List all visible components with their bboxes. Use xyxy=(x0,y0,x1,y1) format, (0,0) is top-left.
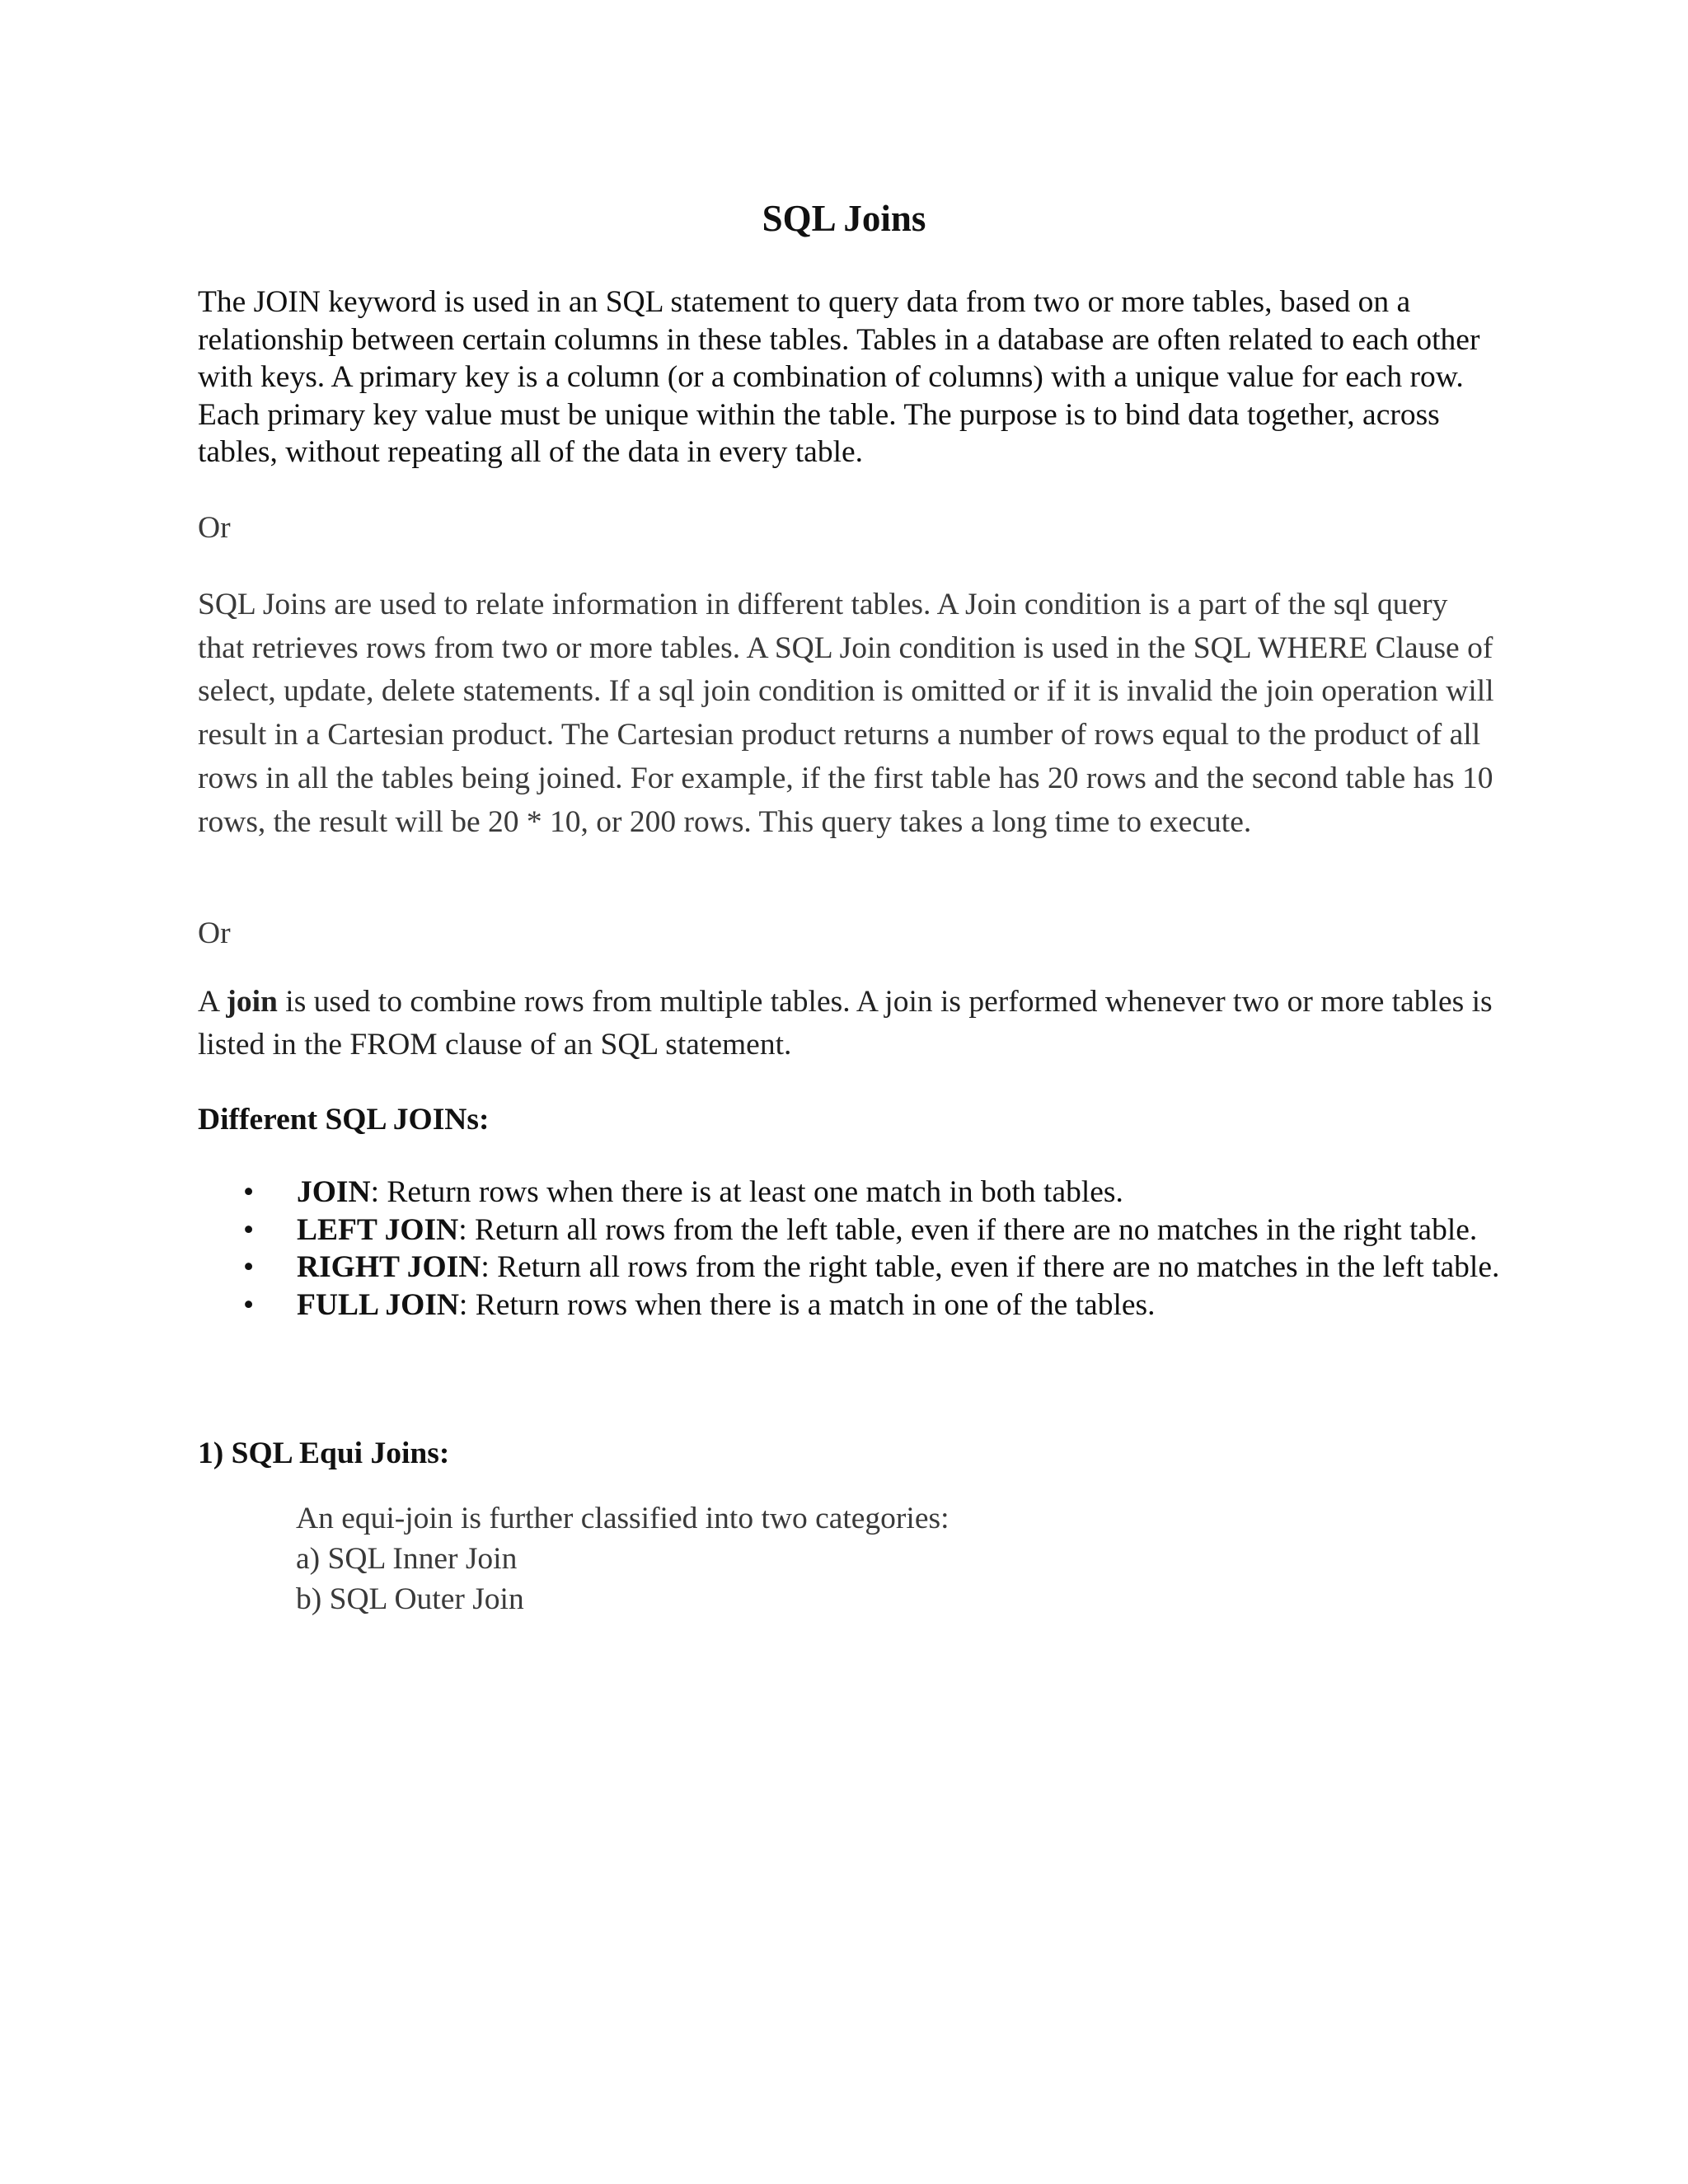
equi-joins-heading: 1) SQL Equi Joins: xyxy=(198,1436,450,1470)
equi-join-line: a) SQL Inner Join xyxy=(296,1542,518,1576)
join-definition-paragraph xyxy=(198,981,1500,1066)
join-definition-prefix: A xyxy=(198,985,227,1019)
equi-join-line: An equi-join is further classified into two categories: xyxy=(296,1502,950,1535)
join-type-term: FULL JOIN xyxy=(297,1287,459,1322)
sql-joins-paragraph: SQL Joins are used to relate information in different tables. A Join condition is a part of the sql query that retrieves rows from two or more tables. A SQL Join condition is used in the SQL WHERE Clause of select, update, delete statements. If a sql join condition is omitted or if it is invalid the join operation will result in a Cartesian product. The Cartesian product returns a number of rows equal to the product of all rows in all the tables being joined. For example, if the first table has 20 rows and the second table has 10 rows, the result will be 20 * 10, or 200 rows. This query takes a long time to execute. xyxy=(198,588,1494,839)
equi-join-line: b) SQL Outer Join xyxy=(296,1582,524,1616)
list-item xyxy=(198,1286,1500,1324)
join-type-term: JOIN xyxy=(297,1175,371,1209)
join-definition-suffix: is used to combine rows from multiple tables. A join is performed whenever two or more tables is listed in the FROM clause of an SQL statement. xyxy=(198,985,1493,1062)
join-type-description: : Return all rows from the left table, even if there are no matches in the right table. xyxy=(458,1212,1478,1247)
bullet-icon: • xyxy=(243,1250,255,1285)
equi-joins-block xyxy=(296,1498,1450,1619)
page-title: SQL Joins xyxy=(762,198,926,239)
join-type-description: : Return rows when there is at least one match in both tables. xyxy=(370,1175,1123,1209)
bullet-icon: • xyxy=(243,1212,255,1247)
bullet-icon: • xyxy=(243,1287,255,1322)
or-separator-1: Or xyxy=(198,511,231,545)
join-types-list xyxy=(198,1174,1500,1324)
list-item xyxy=(198,1212,1500,1249)
bullet-icon: • xyxy=(243,1175,255,1209)
different-joins-heading: Different SQL JOINs: xyxy=(198,1103,490,1137)
join-keyword: join xyxy=(226,985,278,1019)
list-item xyxy=(198,1174,1500,1212)
join-type-description: : Return all rows from the right table, even if there are no matches in the left table. xyxy=(481,1250,1500,1285)
intro-paragraph: The JOIN keyword is used in an SQL statement to query data from two or more tables, based on a relationship between certain columns in these tables. Tables in a database are often related to each other with keys. A primary key is a column (or a combination of columns) with a unique value for each row. Each primary key value must be unique within the table. The purpose is to bind data together, across tables, without repeating all of the data in every table. xyxy=(198,285,1480,470)
list-item xyxy=(198,1249,1500,1286)
join-type-term: LEFT JOIN xyxy=(297,1212,459,1247)
join-type-description: : Return rows when there is a match in one of the tables. xyxy=(458,1287,1156,1322)
or-separator-2: Or xyxy=(198,916,231,950)
join-type-term: RIGHT JOIN xyxy=(297,1250,481,1285)
